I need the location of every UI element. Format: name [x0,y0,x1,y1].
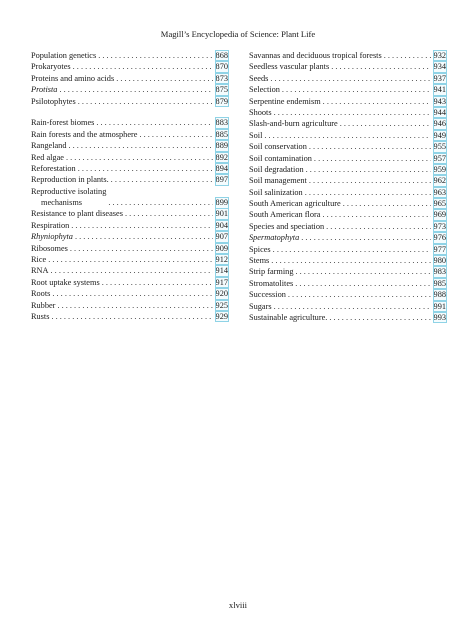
index-term: Proteins and amino acids [31,73,115,83]
dot-leader [73,61,213,72]
index-entry [249,198,447,209]
dot-leader [51,265,213,276]
index-term: Succession [249,290,286,300]
page-link[interactable]: 944 [433,107,446,117]
page-link[interactable]: 883 [215,118,228,128]
index-entry [31,243,229,254]
index-entry [31,254,229,265]
page-link[interactable]: 988 [433,290,446,300]
index-entry [31,84,229,95]
dot-leader [270,73,430,84]
page-link[interactable]: 991 [433,301,446,311]
index-entry [31,231,229,242]
dot-leader [384,50,431,61]
page-link[interactable]: 925 [215,300,228,310]
index-term: Prokaryotes [31,62,71,72]
dot-leader [71,220,212,231]
dot-leader [331,61,430,72]
index-entry [31,300,229,311]
index-entry [31,265,229,276]
dot-leader [329,312,430,323]
index-term: Spermatophyta [249,233,300,243]
dot-leader [282,84,431,95]
dot-leader [68,140,212,151]
index-entry [249,221,447,232]
index-entry [249,96,447,107]
index-entry [249,289,447,300]
page-link[interactable]: 985 [433,278,446,288]
index-entry [31,163,229,174]
index-entry [31,73,229,84]
dot-leader [78,163,213,174]
page-link[interactable]: 904 [215,220,228,230]
page-link[interactable]: 969 [433,210,446,220]
page-link[interactable]: 870 [215,62,228,72]
index-term: Rusts [31,312,50,321]
dot-leader [322,209,430,220]
index-entry [249,278,447,289]
dot-leader [274,107,431,118]
page-link[interactable]: 914 [215,266,228,276]
dot-leader [75,231,213,242]
dot-leader [264,130,430,141]
page-link[interactable]: 901 [215,209,228,219]
index-entry [31,129,229,140]
index-entry [249,84,447,95]
dot-leader [314,153,431,164]
index-term: Strip farming [249,267,294,277]
index-term: South American agriculture [249,199,341,209]
index-entry [249,153,447,164]
dot-leader [108,197,212,208]
page-number: xlviii [228,600,248,610]
index-entry [31,311,229,322]
index-term: Stromatolites [249,278,294,288]
page-link[interactable]: 889 [215,141,228,151]
page-link[interactable]: 937 [433,73,446,83]
page-link[interactable]: 983 [433,267,446,277]
page-link[interactable]: 934 [433,62,446,72]
index-entry [249,118,447,129]
page-link[interactable]: 959 [433,164,446,174]
dot-leader [57,300,212,311]
index-entry [249,255,447,266]
index-term: Rain forests and the atmosphere [31,129,138,139]
dot-leader [48,254,212,265]
index-entry [249,61,447,72]
index-term: Rain-forest biomes [31,118,95,128]
index-term: Seeds [249,73,269,83]
index-column-left [31,50,229,322]
index-term: Reproductive isolating mechanisms [31,186,107,208]
page-header: Magill’s Encyclopedia of Science: Plant Life [160,29,316,39]
dot-leader [323,96,431,107]
dot-leader [340,118,431,129]
index-entry [249,232,447,243]
index-entry [31,186,229,209]
index-term: Population genetics [31,50,97,60]
dot-leader [301,232,430,243]
page-link[interactable]: 973 [433,221,446,231]
index-term: Ribosomes [31,243,68,253]
page-link[interactable]: 899 [215,198,228,208]
page-link[interactable]: 885 [215,129,228,139]
index-entry [249,187,447,198]
index-entry [31,174,229,185]
page-link[interactable]: 965 [433,199,446,209]
index-term: Root uptake systems [31,277,100,287]
dot-leader [309,175,431,186]
index-entry [31,140,229,151]
index-term: Sustainable agriculture. [249,312,328,322]
page-link[interactable]: 993 [433,312,446,322]
index-entry [249,175,447,186]
index-term: Serpentine endemism [249,96,321,106]
dot-leader [52,288,212,299]
page-link[interactable]: 912 [215,255,228,265]
index-entry [249,266,447,277]
page-link[interactable]: 943 [433,96,446,106]
index-entry [31,96,229,107]
index-term: Reforestation [31,163,76,173]
page-link[interactable]: 932 [433,50,446,60]
page-link[interactable]: 909 [215,243,228,253]
index-term: Seedless vascular plants [249,62,330,72]
index-entry [249,107,447,118]
dot-leader [273,244,431,255]
index-entry [31,50,229,61]
index-term: Soil management [249,176,307,186]
dot-leader [111,174,213,185]
index-term: Rice [31,255,47,265]
index-entry [249,130,447,141]
index-term: Soil contamination [249,153,312,163]
index-term: Resistance to plant diseases [31,209,123,219]
index-term: Rangeland [31,141,67,151]
index-term: Slash-and-burn agriculture [249,119,338,129]
dot-leader [288,289,431,300]
page-link[interactable]: 920 [215,289,228,299]
page-link[interactable]: 957 [433,153,446,163]
dot-leader [274,301,431,312]
index-entry [31,277,229,288]
dot-leader [271,255,430,266]
index-entry [31,288,229,299]
dot-leader [125,208,213,219]
index-term: Soil salinization [249,187,303,197]
index-term: Soil degradation [249,164,304,174]
index-entry [249,301,447,312]
dot-leader [295,266,430,277]
page-link[interactable]: 977 [433,244,446,254]
dot-leader [78,96,213,107]
dot-leader [139,129,212,140]
index-term: Shoots [249,107,272,117]
index-entry [249,209,447,220]
page-link[interactable]: 962 [433,176,446,186]
index-term: Respiration [31,220,70,230]
page-link[interactable]: 946 [433,119,446,129]
index-entry [249,164,447,175]
index-entry [249,244,447,255]
page-link[interactable]: 976 [433,233,446,243]
index-column-right [249,50,447,323]
index-term: Red algae [31,152,64,162]
index-entry [31,61,229,72]
dot-leader [305,187,431,198]
index-term: RNA [31,266,49,276]
index-term: Roots [31,289,51,299]
dot-leader [51,311,212,322]
dot-leader [295,278,430,289]
dot-leader [98,50,212,61]
dot-leader [102,277,213,288]
index-term: Reproduction in plants. [31,175,109,185]
dot-leader [70,243,213,254]
dot-leader [66,152,213,163]
page-link[interactable]: 892 [215,152,228,162]
dot-leader [59,84,212,95]
index-term: Rhyniophyta [31,232,73,242]
page-link[interactable]: 873 [215,73,228,83]
page-link[interactable]: 875 [215,85,228,95]
index-entry [249,73,447,84]
dot-leader [306,164,431,175]
index-term: Spices [249,244,271,254]
index-term: Sugars [249,301,272,311]
index-term: Stems [249,256,270,266]
page-link[interactable]: 917 [215,277,228,287]
index-term: Protista [31,85,58,95]
index-term: Savannas and deciduous tropical forests [249,50,382,60]
index-entry [249,312,447,323]
page-link[interactable]: 949 [433,130,446,140]
dot-leader [343,198,431,209]
index-term: Species and speciation [249,221,325,231]
index-entry [31,220,229,231]
index-term: Soil conservation [249,142,307,152]
dot-leader [116,73,212,84]
index-term: Soil [249,130,263,140]
dot-leader [326,221,430,232]
index-term: Rubber [31,300,56,310]
page-link[interactable]: 963 [433,187,446,197]
page-link[interactable]: 897 [215,175,228,185]
index-term: South American flora [249,210,321,220]
index-term: Selection [249,85,280,95]
page-link[interactable]: 894 [215,163,228,173]
index-entry [31,117,229,128]
page-link[interactable]: 879 [215,96,228,106]
page-link[interactable]: 980 [433,256,446,266]
index-entry [31,209,229,220]
index-entry [249,50,447,61]
page-link[interactable]: 907 [215,232,228,242]
index-term-continuation: mechanisms [41,198,83,208]
page-link[interactable]: 941 [433,85,446,95]
page-link[interactable]: 929 [215,312,228,321]
page-link[interactable]: 955 [433,142,446,152]
dot-leader [309,141,431,152]
index-term: Psilotophytes [31,96,76,106]
index-entry [249,141,447,152]
index-entry [31,152,229,163]
page-link[interactable]: 868 [215,50,228,60]
dot-leader [96,117,212,128]
